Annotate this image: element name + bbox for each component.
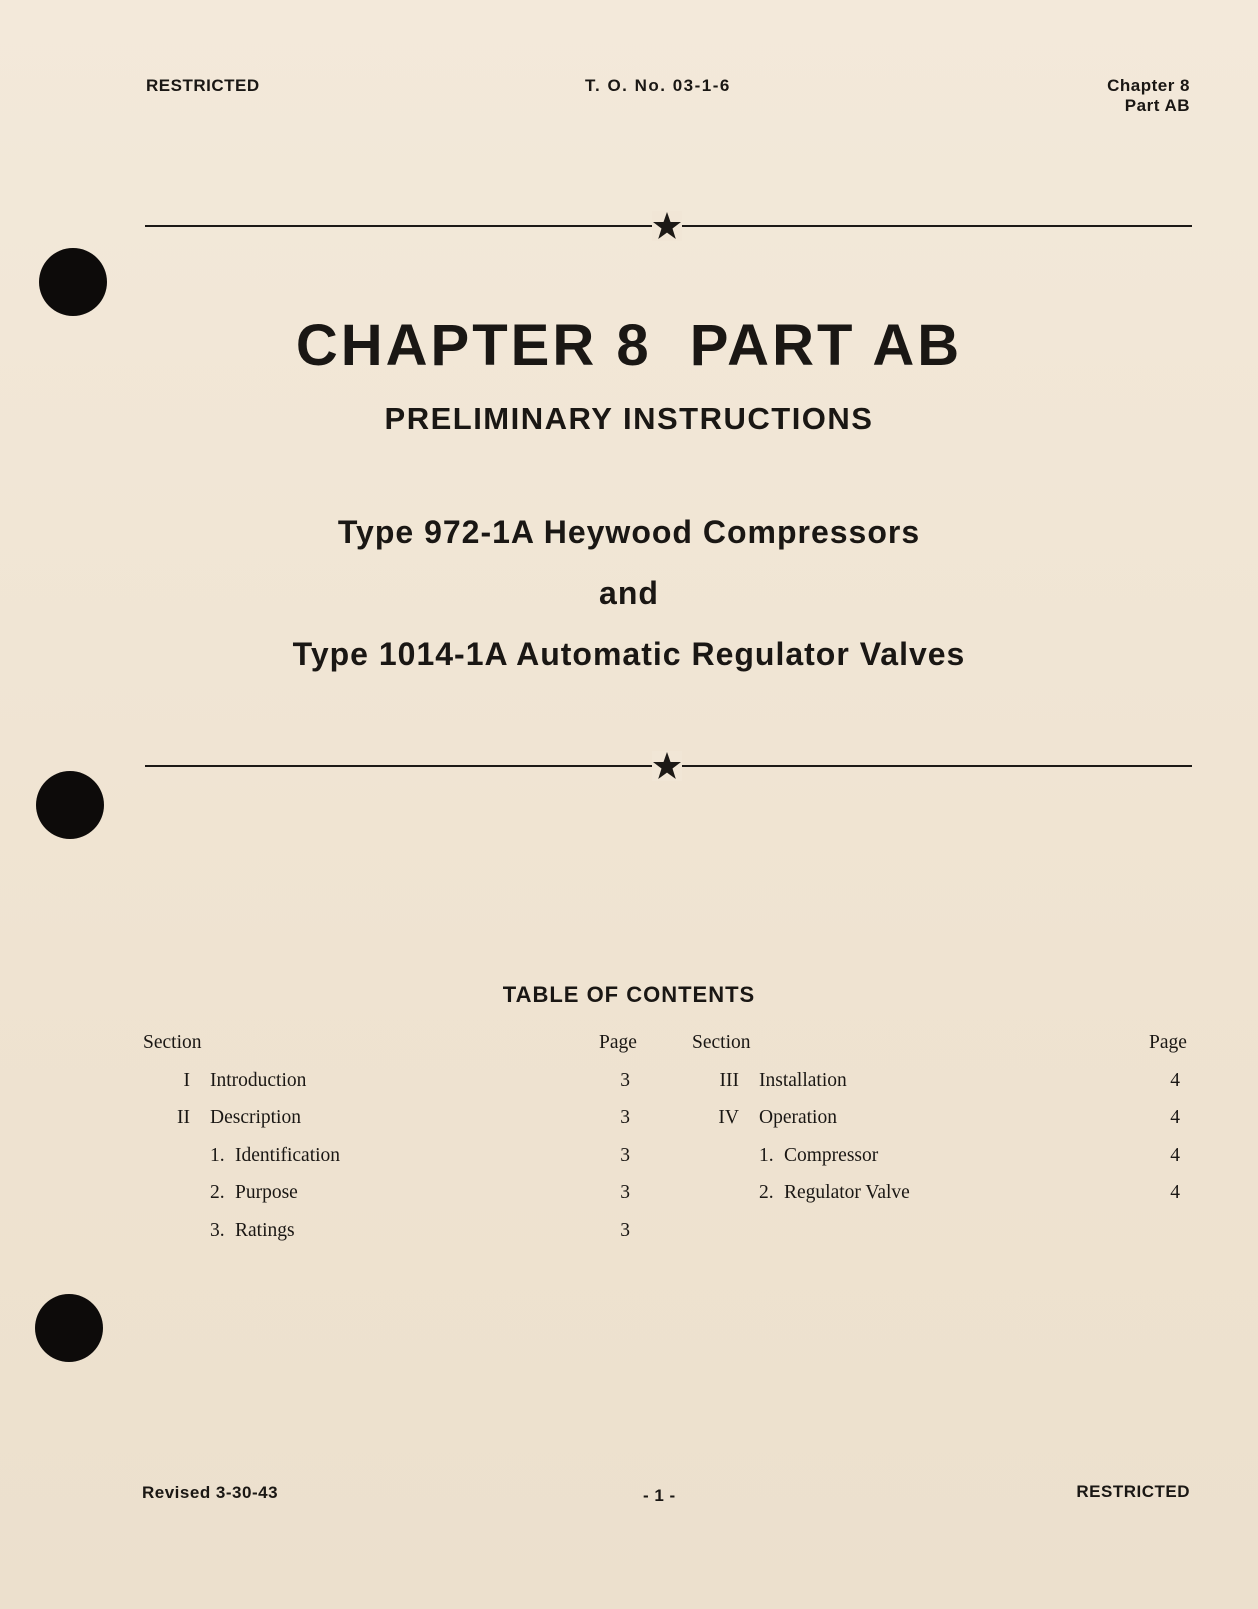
header-chapter: Chapter 8 bbox=[1107, 76, 1190, 95]
toc-right-section-header: Section bbox=[692, 1032, 751, 1053]
toc-section-number: IV bbox=[718, 1107, 739, 1128]
toc-entry-page: 4 bbox=[1170, 1070, 1180, 1091]
toc-subsection-number: 1. bbox=[210, 1145, 225, 1166]
toc-left-page-header: Page bbox=[599, 1032, 637, 1053]
toc-entry-page: 3 bbox=[620, 1182, 630, 1203]
header-to-number: T. O. No. 03-1-6 bbox=[585, 76, 731, 95]
toc-right-page-header: Page bbox=[1149, 1032, 1187, 1053]
equipment-title-line2: and bbox=[599, 575, 659, 611]
toc-entry-page: 3 bbox=[620, 1070, 630, 1091]
toc-entry-page: 4 bbox=[1170, 1107, 1180, 1128]
header-part: Part AB bbox=[1124, 96, 1190, 115]
toc-left-section-header: Section bbox=[143, 1032, 202, 1053]
toc-entry-label: Description bbox=[210, 1107, 301, 1128]
equipment-title-line3: Type 1014-1A Automatic Regulator Valves bbox=[292, 636, 966, 672]
toc-subsection-number: 3. bbox=[210, 1220, 225, 1241]
toc-entry-label: Installation bbox=[759, 1070, 847, 1091]
toc-entry-page: 3 bbox=[620, 1220, 630, 1241]
punch-hole bbox=[36, 771, 104, 839]
toc-subsection-number: 2. bbox=[210, 1182, 225, 1203]
punch-hole bbox=[35, 1294, 103, 1362]
footer-page-number: - 1 - bbox=[643, 1486, 676, 1505]
toc-subsection-number: 1. bbox=[759, 1145, 774, 1166]
toc-entry-label: Compressor bbox=[784, 1145, 879, 1166]
equipment-title-line1: Type 972-1A Heywood Compressors bbox=[337, 514, 921, 550]
chapter-title: CHAPTER 8 PART AB bbox=[295, 313, 963, 378]
toc-entry-label: Regulator Valve bbox=[784, 1182, 910, 1203]
toc-entry-label: Ratings bbox=[235, 1220, 295, 1241]
toc-entry-label: Purpose bbox=[235, 1182, 298, 1203]
footer-classification: RESTRICTED bbox=[1076, 1482, 1190, 1501]
toc-entry-page: 3 bbox=[620, 1145, 630, 1166]
toc-entry-page: 3 bbox=[620, 1107, 630, 1128]
toc-section-number: II bbox=[177, 1107, 190, 1128]
toc-heading: TABLE OF CONTENTS bbox=[502, 982, 756, 1007]
toc-entry-page: 4 bbox=[1170, 1182, 1180, 1203]
toc-entry-label: Identification bbox=[235, 1145, 341, 1166]
subtitle: PRELIMINARY INSTRUCTIONS bbox=[384, 401, 874, 436]
star-icon bbox=[652, 211, 682, 241]
star-icon bbox=[652, 751, 682, 781]
toc-entry-label: Operation bbox=[759, 1107, 837, 1128]
toc-section-number: III bbox=[719, 1070, 739, 1091]
punch-hole bbox=[39, 248, 107, 316]
toc-subsection-number: 2. bbox=[759, 1182, 774, 1203]
toc-entry-page: 4 bbox=[1170, 1145, 1180, 1166]
toc-entry-label: Introduction bbox=[210, 1070, 307, 1091]
toc-section-number: I bbox=[183, 1070, 190, 1091]
header-classification: RESTRICTED bbox=[146, 76, 260, 95]
footer-revision: Revised 3-30-43 bbox=[142, 1483, 279, 1502]
